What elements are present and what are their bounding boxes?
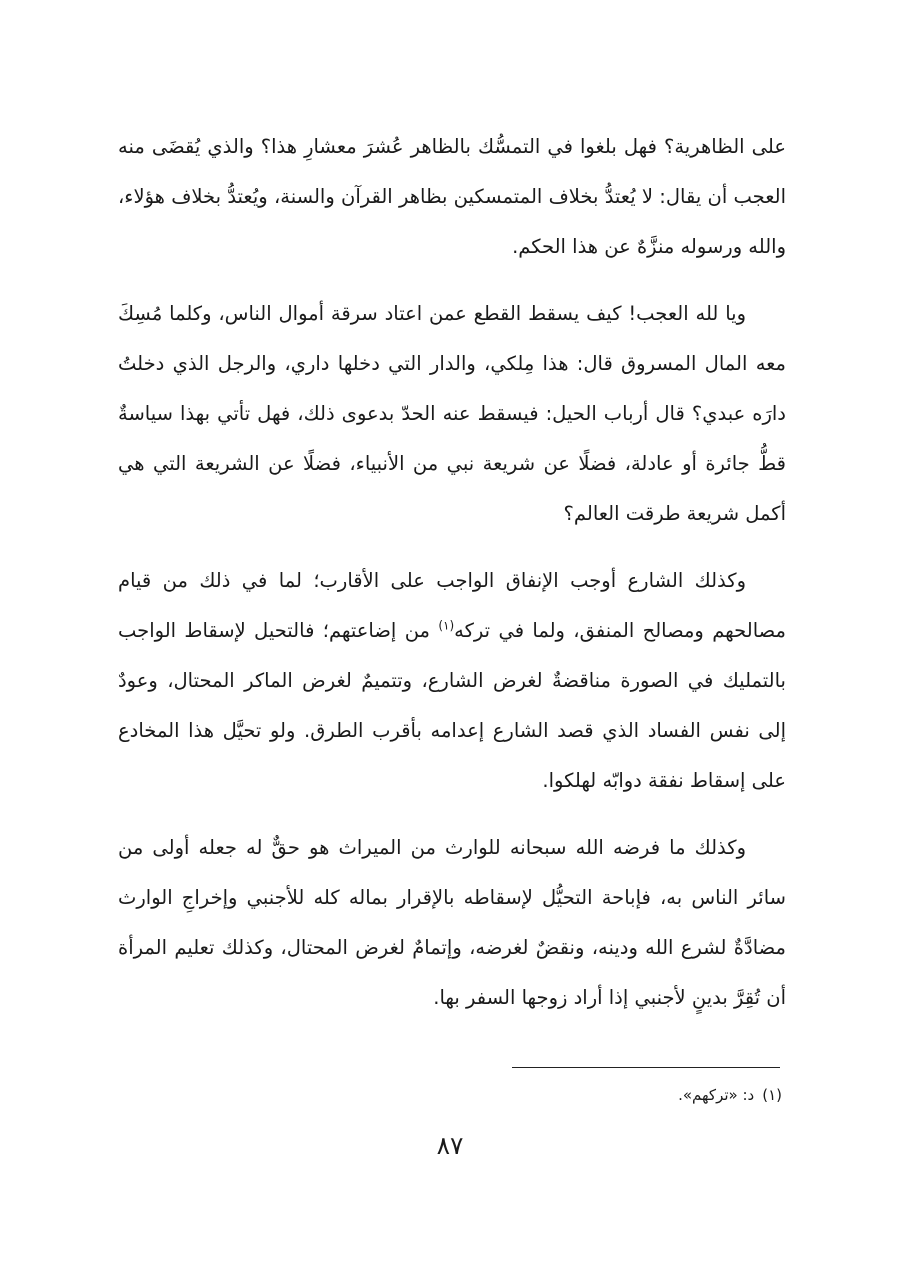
page-number: ٨٧ bbox=[436, 1131, 464, 1160]
paragraph: على الظاهرية؟ فهل بلغوا في التمسُّك بالظاهر عُشرَ معشارِ هذا؟ والذي يُقضَى منه العجب أن يقال: لا يُعتدُّ بخلاف المتمسكين بظاهر القرآن والسنة، ويُعتدُّ بخلاف هؤلاء، والله ورسوله منزَّهٌ عن هذا الحكم. bbox=[118, 135, 786, 258]
footnote-number: (١) bbox=[762, 1086, 782, 1104]
paragraph-text: وكذلك الشارع أوجب الإنفاق الواجب على الأقارب؛ لما في ذلك من قيام مصالحهم ومصالح المنفق، ولما في تركه bbox=[118, 569, 786, 642]
footnote bbox=[500, 1082, 782, 1108]
footnote-divider bbox=[512, 1067, 780, 1068]
paragraph-with-footnote-ref bbox=[118, 556, 786, 806]
paragraph: وكذلك ما فرضه الله سبحانه للوارث من الميراث هو حقٌّ له جعله أولى من سائر الناس به، فإباحة التحيُّل لإسقاطه بالإقرار بماله كله للأجنبي وإخراجِ الوارث مضادَّةٌ لشرع الله ودينه، ونقضٌ لغرضه، وإتمامٌ لغرض المحتال، وكذلك تعليم المرأة أن تُقِرَّ بدينٍ لأجنبي إذا أراد زوجها السفر بها. bbox=[118, 836, 786, 1009]
paragraph-text: من إضاعتهم؛ فالتحيل لإسقاط الواجب بالتمليك في الصورة مناقضةٌ لغرض الشارع، وتتميمٌ لغرض الماكر المحتال، وعودٌ إلى نفس الفساد الذي قصد الشارع إعدامه بأقرب الطرق. ولو تحيَّل هذا المخادع على إسقاط نفقة دوابّه لهلكوا. bbox=[118, 619, 786, 792]
body-text bbox=[118, 122, 786, 1040]
footnote-reference[interactable]: (١) bbox=[438, 618, 455, 633]
paragraph: ويا لله العجب! كيف يسقط القطع عمن اعتاد سرقة أموال الناس، وكلما مُسِكَ معه المال المسروق قال: هذا مِلكي، والدار التي دخلها داري، والرجل الذي دخلتُ دارَه عبدي؟ قال أرباب الحيل: فيسقط عنه الحدّ بدعوى ذلك، فهل تأتي بهذا سياسةٌ قطُّ جائرة أو عادلة، فضلًا عن شريعة نبي من الأنبياء، فضلًا عن الشريعة التي هي أكمل شريعة طرقت العالم؟ bbox=[118, 302, 786, 525]
footnote-text: د: «تركهم». bbox=[678, 1086, 755, 1104]
